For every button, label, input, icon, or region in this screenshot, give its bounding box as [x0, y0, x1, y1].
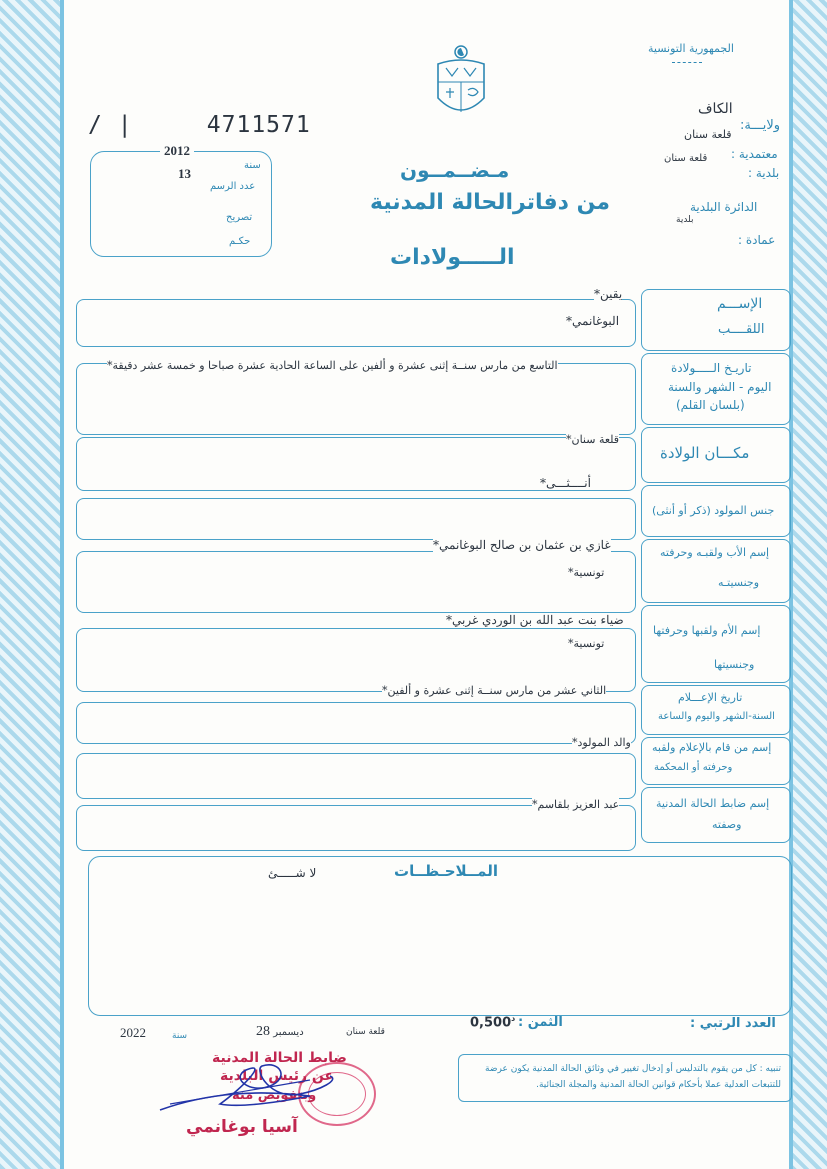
footer-month: ديسمبر — [273, 1027, 304, 1038]
label-declaration-date-2: السنة-الشهر واليوم والساعة — [658, 711, 775, 722]
label-mother-1: إسم الأم ولقبها وحرفتها — [653, 624, 761, 637]
coat-of-arms-icon — [432, 42, 490, 124]
signature-title-3: وبتفويض منه — [232, 1088, 317, 1103]
value-birthdate: التاسع من مارس سنــة إثنى عشرة و ألفين على الساعة الحادية عشرة صباحا و خمسة عشر دقيقة* — [107, 359, 558, 372]
title-line1: مـضــمــون — [400, 158, 510, 182]
value-declarant: والد المولود* — [572, 736, 631, 749]
label-box-officer — [641, 787, 791, 843]
label-mother-2: وجنسيتها — [714, 658, 755, 671]
label-name: الإســـم — [717, 296, 763, 312]
decorative-border-left — [0, 0, 62, 1169]
district-label: الدائرة البلدية — [690, 200, 758, 214]
serial-prefix: / | — [88, 112, 133, 138]
wilaya-label: ولايـــة: — [740, 118, 781, 133]
value-officer: عبد العزيز بلقاسم* — [532, 798, 620, 811]
registration-number: 13 — [178, 166, 191, 181]
label-birthdate-3: (بلسان القلم) — [676, 398, 745, 412]
registration-year: 2012 — [160, 143, 194, 159]
label-declarant-1: إسم من قام بالإعلام ولقبه — [652, 741, 772, 754]
label-officer-1: إسم ضابط الحالة المدنية — [656, 797, 770, 810]
signature-name: آسيا بوغانمي — [186, 1117, 298, 1137]
label-box-mother — [641, 605, 791, 683]
value-box-sex — [76, 498, 636, 540]
decorative-border-right — [791, 0, 827, 1169]
legal-notice: تنبيه : كل من يقوم بالتدليس أو إدخال تغيير في وثائق الحالة المدنية يكون عرضة للتتبعات العدلية عملا بأحكام قوانين الحالة المدنية والمجلة الجنائية. — [458, 1054, 792, 1102]
price-unit: د — [511, 1014, 516, 1023]
label-father-2: وجنسيتـه — [718, 576, 760, 589]
label-birthplace: مكـــان الولادة — [660, 444, 750, 462]
footer-year: 2022 — [120, 1025, 146, 1040]
remarks-label: المــلاحـظــات — [394, 862, 498, 880]
year-label: سنة — [244, 160, 261, 171]
value-box-name — [76, 299, 636, 347]
value-box-officer — [76, 805, 636, 851]
value-box-declaration-date — [76, 702, 636, 744]
value-declaration-date: الثاني عشر من مارس سنــة إثنى عشرة و ألفين* — [382, 684, 607, 697]
title-line2: من دفاترالحالة المدنية — [370, 190, 611, 215]
label-father-1: إسم الأب ولقبـه وحرفته — [660, 546, 770, 559]
municipality-value: قلعة سنان — [664, 153, 708, 164]
judgment-label: حكـم — [229, 236, 251, 247]
value-birthplace: قلعة سنان* — [566, 433, 620, 446]
footer-day: 28 — [256, 1024, 270, 1039]
declaration-label: تصريح — [226, 212, 253, 223]
value-box-declarant — [76, 753, 636, 799]
number-label: عدد الرسم — [210, 181, 256, 192]
label-surname: اللقــــب — [718, 322, 765, 337]
value-mother-nationality: تونسية* — [568, 637, 605, 650]
section-title: الـــــولادات — [390, 245, 515, 270]
price-amount: 0,500 — [470, 1015, 512, 1031]
footer-year-label: سنة — [172, 1031, 188, 1041]
value-box-mother — [76, 628, 636, 692]
remarks-value: لا شـــــئ — [268, 866, 317, 880]
label-birthdate-2: اليوم - الشهر والسنة — [668, 380, 772, 394]
value-name: يقين* — [594, 287, 623, 301]
district-value: بلدية — [676, 215, 694, 225]
border-edge-left — [60, 0, 64, 1169]
remarks-box — [88, 856, 792, 1016]
value-mother-name: ضياء بنت عبد الله بن الوردي غربي* — [446, 613, 624, 627]
footer-place: قلعة سنان — [346, 1027, 385, 1037]
value-father-nationality: تونسية* — [568, 566, 605, 579]
imada-label: عمادة : — [738, 233, 776, 247]
value-father-name: غازي بن عثمان بن صالح البوغانمي* — [433, 538, 611, 552]
handwritten-signature — [150, 1030, 350, 1130]
label-box-name — [641, 289, 791, 351]
signature-title-1: ضابط الحالة المدنية — [212, 1050, 347, 1066]
label-officer-2: وصفته — [712, 818, 742, 831]
municipality-label: بلدية : — [748, 166, 780, 180]
wilaya-value: الكاف — [698, 101, 733, 117]
serial-label: العدد الرتبي : — [690, 1016, 776, 1031]
price-value — [470, 1014, 515, 1030]
price-label: الثمن : — [518, 1015, 563, 1030]
label-sex: جنس المولود (ذكر أو أنثى) — [652, 504, 775, 517]
divider — [672, 62, 702, 63]
label-birthdate-1: تاريـخ الـــــولادة — [671, 361, 752, 375]
label-declarant-2: وحرفته أو المحكمة — [654, 762, 733, 773]
delegation-value-1: قلعة سنان — [684, 128, 732, 141]
value-sex: أنــــثـــى* — [540, 476, 591, 490]
republic-heading: الجمهورية التونسية — [648, 42, 734, 55]
value-surname: البوغانمي* — [566, 314, 620, 328]
registration-serial — [88, 112, 311, 138]
delegation-label: معتمدية : — [731, 147, 778, 161]
signature-title-2: عن رئيس البلدية — [220, 1068, 335, 1084]
label-declaration-date-1: تاريخ الإعـــلام — [678, 691, 743, 704]
value-box-birthdate — [76, 363, 636, 435]
value-box-father — [76, 551, 636, 613]
serial-number: 4711571 — [206, 112, 311, 138]
